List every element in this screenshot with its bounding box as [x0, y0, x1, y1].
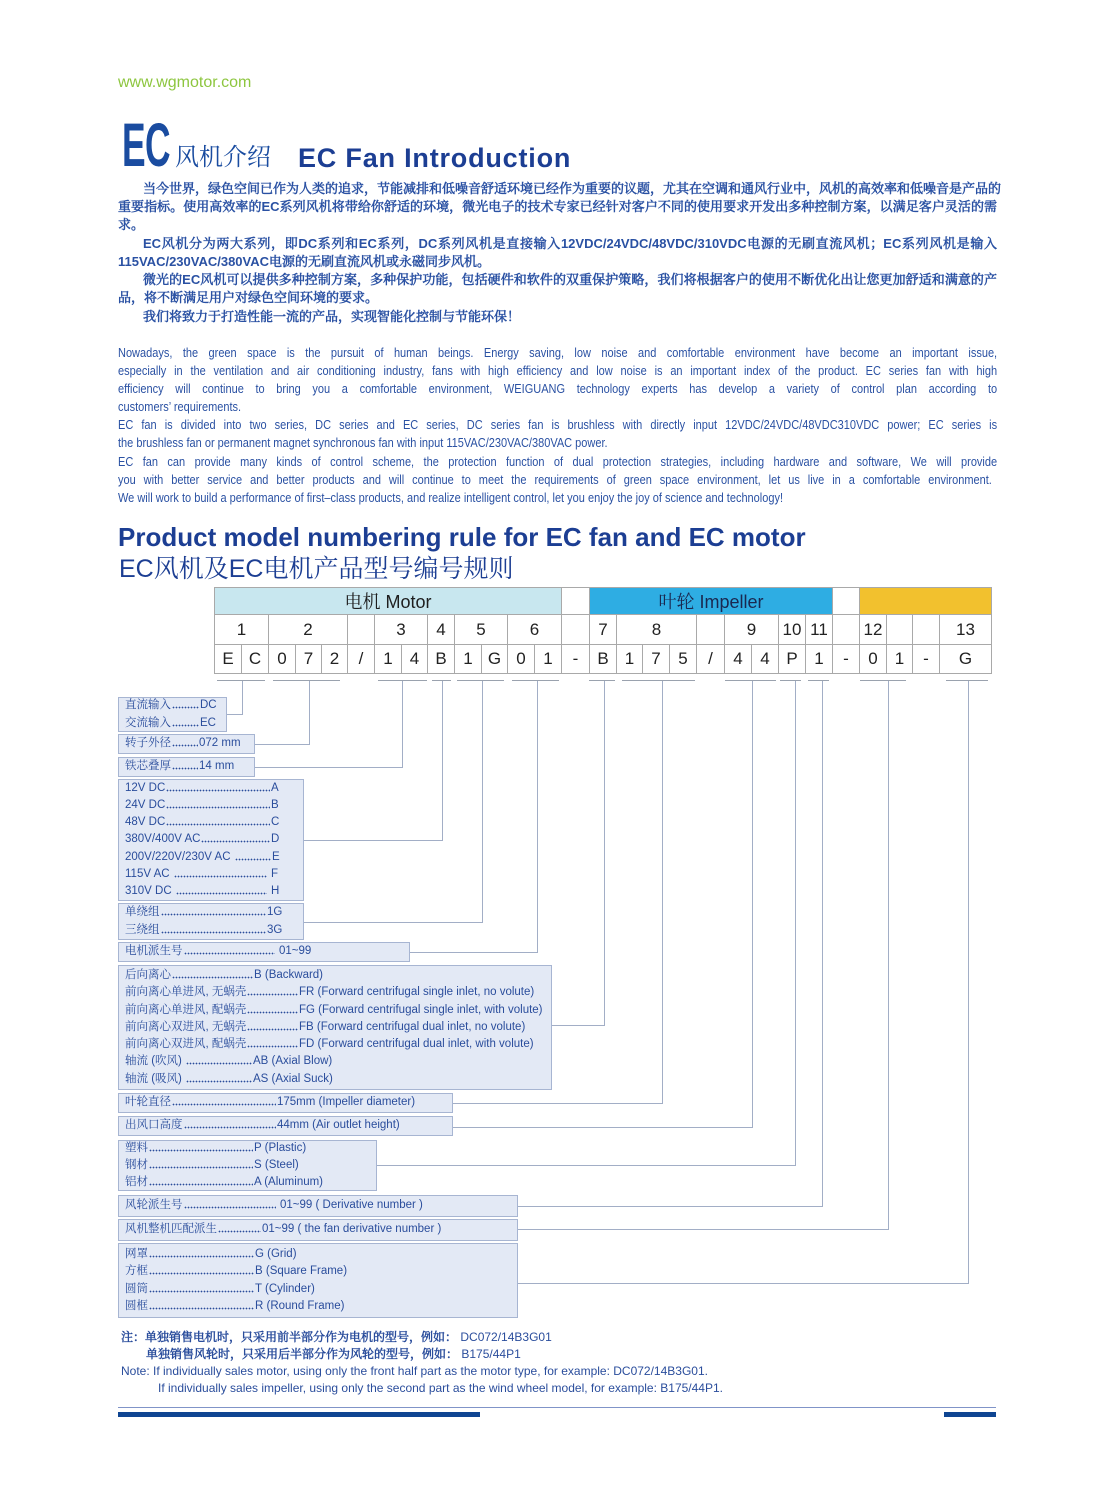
dot-leader	[161, 922, 267, 939]
position-number: 7	[590, 615, 617, 645]
legend-label: 钢材	[125, 1158, 148, 1171]
intro-en-line: customers’ requirements.	[118, 400, 242, 414]
legend-line	[125, 1197, 511, 1214]
code-char: 1	[375, 645, 402, 674]
dot-leader	[176, 883, 267, 900]
legend-material	[118, 1140, 377, 1191]
model-code-table	[214, 587, 992, 674]
intro-en-line: the brushless fan or permanent magnet synchronous fan with input 115VAC/230VAC/380VAC power.	[118, 436, 608, 450]
legend-label: 方框	[125, 1265, 148, 1278]
dot-leader	[184, 943, 276, 960]
legend-value: DC	[200, 699, 217, 712]
website-url: www.wgmotor.com	[118, 74, 252, 91]
dot-leader	[186, 1071, 252, 1088]
legend-value: 1G	[267, 906, 283, 919]
legend-impeller-diameter	[118, 1093, 453, 1113]
dot-leader	[149, 1281, 254, 1298]
fan-header	[860, 588, 992, 615]
dot-leader	[172, 758, 198, 775]
legend-line	[125, 1071, 545, 1088]
dot-leader	[149, 1140, 253, 1157]
legend-label: 出风口高度	[125, 1119, 183, 1132]
legend-label: 前向离心双进风, 配蜗壳	[125, 1038, 247, 1051]
dot-leader	[172, 735, 198, 752]
legend-winding	[118, 903, 304, 940]
dot-leader	[172, 1094, 276, 1111]
intro-en-line: EC fan can provide many kinds of control scheme, the protection function of dual protection strategies, including hardware and software, We will provide	[118, 455, 998, 469]
dot-leader	[184, 1197, 277, 1214]
intro-en-line: you with better service and better products and will continue to meet the requirements of green space environment, let us live in a comfortable environment.	[118, 473, 992, 487]
legend-label: 圆筒	[125, 1282, 148, 1295]
legend-label: 铁芯叠厚	[125, 760, 171, 773]
position-number: 13	[940, 615, 992, 645]
dot-leader	[172, 715, 199, 732]
intro-zh-line: 求。	[118, 217, 145, 232]
code-char: 7	[643, 645, 670, 674]
code-char: G	[482, 645, 508, 674]
legend-label: 前向离心单进风, 无蜗壳	[125, 986, 247, 999]
legend-label: 单绕组	[125, 906, 160, 919]
intro-zh-line: 重要指标。使用高效率的EC系列风机将带给你舒适的环境，微光电子的技术专家已经针对客户不同的使用要求开发出多种控制方案，以满足客户灵活的需	[118, 199, 997, 214]
legend-label: 48V DC	[125, 816, 166, 829]
legend-value: B	[271, 799, 279, 811]
legend-line	[125, 1174, 370, 1191]
code-char: C	[242, 645, 269, 674]
legend-label: 三绕组	[125, 923, 160, 936]
legend-label: 前向离心单进风, 配蜗壳	[125, 1003, 247, 1016]
intro-en-line: especially in the ventilation and air conditioning industry, fans with high efficiency and low noise is an important index of the product. EC series fan with high	[118, 364, 998, 378]
legend-line	[125, 1002, 545, 1019]
note-example: DC072/14B3G01	[460, 1330, 552, 1344]
dot-leader	[201, 831, 270, 848]
code-char: P	[779, 645, 806, 674]
blank-cell	[697, 615, 725, 645]
blank-cell	[833, 588, 860, 615]
legend-line	[125, 1157, 370, 1174]
legend-value: A	[271, 781, 279, 794]
note-text: 注：单独销售电机时，只采用前半部分作为电机的型号，例如：	[121, 1330, 458, 1344]
legend-line	[125, 780, 297, 797]
legend-line	[125, 1221, 511, 1238]
dot-leader	[247, 1036, 298, 1053]
dot-leader	[149, 1174, 253, 1191]
legend-line	[125, 1140, 370, 1157]
intro-zh-line: EC风机分为两大系列，即DC系列和EC系列，DC系列风机是直接输入12VDC/24VDC/48VDC/310VDC电源的无刷直流风机；EC系列风机是输入	[143, 236, 997, 251]
note-zh-impeller	[146, 1346, 521, 1363]
code-char: /	[697, 645, 725, 674]
dot-leader	[149, 1263, 254, 1280]
legend-value: P (Plastic)	[254, 1141, 307, 1154]
code-char: 7	[296, 645, 322, 674]
legend-rotor-diameter	[118, 734, 255, 754]
legend-label: 电机派生号	[125, 945, 183, 958]
legend-label: 115V AC	[125, 867, 170, 880]
code-char: /	[348, 645, 375, 674]
legend-value: FG (Forward centrifugal single inlet, with volute)	[299, 1003, 543, 1016]
legend-value: E	[272, 850, 280, 863]
legend-voltage	[118, 779, 304, 901]
legend-line	[125, 1246, 511, 1263]
legend-guard-type	[118, 1243, 518, 1318]
code-char: 1	[806, 645, 833, 674]
position-number: 3	[375, 615, 428, 645]
legend-line	[125, 904, 297, 921]
position-number: 8	[617, 615, 697, 645]
code-char: 2	[322, 645, 348, 674]
dot-leader	[149, 1246, 254, 1263]
legend-line	[125, 1019, 545, 1036]
code-char: 1	[887, 645, 913, 674]
blank-cell	[348, 615, 375, 645]
position-number: 5	[455, 615, 508, 645]
dot-leader	[166, 814, 270, 831]
dot-leader	[166, 797, 270, 814]
legend-label: 12V DC	[125, 781, 166, 794]
position-number: 11	[806, 615, 833, 645]
note-en-impeller: If individually sales impeller, using only the second part as the wind wheel model, for example: B175/44P1.	[158, 1381, 723, 1395]
legend-label: 铝材	[125, 1176, 148, 1189]
code-char: -	[913, 645, 940, 674]
legend-line	[125, 715, 220, 732]
legend-label: 交流输入	[125, 716, 171, 729]
legend-line	[125, 797, 297, 814]
legend-value: 01~99 ( the fan derivative number )	[262, 1223, 442, 1236]
legend-value: 01~99 ( Derivative number )	[280, 1199, 423, 1212]
dot-leader	[166, 780, 270, 797]
intro-en-line: We will work to build a performance of first–class products, and realize intelligent control, let you enjoy the joy of science and technology!	[118, 491, 784, 505]
dot-leader	[184, 1117, 277, 1134]
dot-leader	[247, 1002, 298, 1019]
legend-line	[125, 1053, 545, 1070]
legend-value: AS (Axial Suck)	[253, 1072, 333, 1085]
legend-line	[125, 984, 545, 1001]
blank-cell	[887, 615, 913, 645]
legend-fan-derivative	[118, 1219, 518, 1241]
legend-outlet-height	[118, 1116, 453, 1136]
legend-value: EC	[200, 716, 216, 729]
note-zh-motor	[121, 1329, 552, 1346]
legend-line	[125, 922, 297, 939]
intro-zh-line: 当今世界，绿色空间已作为人类的追求，节能减排和低噪音舒适环境已经作为重要的议题，尤其在空调和通风行业中，风机的高效率和低噪音是产品的	[143, 181, 1002, 196]
legend-value: S (Steel)	[254, 1158, 299, 1171]
dot-leader	[149, 1298, 254, 1315]
legend-label: 转子外径	[125, 737, 171, 750]
code-char: B	[428, 645, 455, 674]
code-char: 0	[508, 645, 535, 674]
legend-label: 塑料	[125, 1141, 148, 1154]
code-char: 4	[402, 645, 428, 674]
legend-label: 200V/220V/230V AC	[125, 850, 231, 863]
position-number: 6	[508, 615, 562, 645]
legend-value: 175mm (Impeller diameter)	[277, 1096, 416, 1109]
legend-value: 01~99	[279, 945, 312, 958]
code-char: B	[590, 645, 617, 674]
code-char: G	[940, 645, 992, 674]
section-title-en: Product model numbering rule for EC fan and EC motor	[118, 522, 806, 552]
code-char: 0	[269, 645, 296, 674]
page-title-zh: 风机介绍	[175, 144, 271, 171]
legend-value: C	[271, 816, 280, 829]
position-number: 10	[779, 615, 806, 645]
legend-label: 380V/400V AC	[125, 833, 201, 846]
legend-line	[125, 1094, 446, 1111]
dot-leader	[186, 1053, 252, 1070]
legend-value: 44mm (Air outlet height)	[277, 1119, 400, 1132]
code-char: 5	[670, 645, 697, 674]
legend-line	[125, 697, 220, 714]
legend-line	[125, 1117, 446, 1134]
blank-cell	[833, 615, 860, 645]
legend-label: 叶轮直径	[125, 1096, 171, 1109]
footer-bar-right	[944, 1412, 996, 1417]
legend-value: F	[271, 867, 279, 880]
motor-header: 电机 Motor	[215, 588, 562, 615]
legend-line	[125, 1298, 511, 1315]
legend-impeller-type	[118, 965, 552, 1090]
legend-value: FB (Forward centrifugal dual inlet, no volute)	[299, 1020, 526, 1033]
page-title-en: EC Fan Introduction	[298, 143, 572, 173]
legend-line	[125, 866, 297, 883]
legend-line	[125, 735, 248, 752]
intro-en-line: efficiency will continue to bring you a comfortable environment, WEIGUANG technology experts has develop a variety of control plan according to	[118, 382, 998, 396]
intro-en-line: EC fan is divided into two series, DC series and EC series, DC series fan is brushless with directly input 12VDC/24VDC/48VDC310VDC power; EC series is	[118, 418, 998, 432]
position-number: 12	[860, 615, 887, 645]
code-char: 0	[860, 645, 887, 674]
legend-line	[125, 967, 545, 984]
legend-value: H	[271, 885, 280, 898]
legend-value: B (Backward)	[254, 969, 324, 982]
intro-zh-line: 品，将不断满足用户对绿色空间环境的要求。	[118, 290, 379, 305]
dot-leader	[247, 1019, 298, 1036]
legend-value: 072 mm	[199, 737, 241, 750]
legend-line	[125, 758, 248, 775]
footer-bar-left	[118, 1412, 480, 1417]
legend-label: 24V DC	[125, 799, 166, 811]
legend-label: 轴流 (吹风)	[125, 1055, 182, 1068]
dot-leader	[172, 967, 253, 984]
footer-rule	[118, 1407, 996, 1408]
ec-logo: EC	[122, 111, 170, 179]
legend-core-thickness	[118, 757, 255, 777]
legend-value: G (Grid)	[255, 1248, 297, 1261]
legend-label: 网罩	[125, 1248, 148, 1261]
code-char: 1	[535, 645, 562, 674]
legend-value: FR (Forward centrifugal single inlet, no volute)	[299, 986, 535, 999]
code-char: -	[833, 645, 860, 674]
legend-line	[125, 814, 297, 831]
code-char: 1	[617, 645, 643, 674]
code-char: E	[215, 645, 242, 674]
dot-leader	[174, 866, 267, 883]
legend-label: 直流输入	[125, 699, 171, 712]
legend-value: 14 mm	[199, 760, 235, 773]
dot-leader	[149, 1157, 253, 1174]
legend-label: 轴流 (吸风)	[125, 1072, 182, 1085]
section-title-zh: EC风机及EC电机产品型号编号规则	[119, 555, 514, 583]
code-char: -	[562, 645, 590, 674]
legend-value: D	[271, 833, 280, 846]
legend-label: 310V DC	[125, 885, 172, 898]
legend-line	[125, 943, 403, 960]
intro-zh-line: 微光的EC风机可以提供多种控制方案，多种保护功能，包括硬件和软件的双重保护策略，我们将根据客户的使用不断优化出让您更加舒适和满意的产	[143, 272, 997, 287]
dot-leader	[172, 697, 199, 714]
code-char: 4	[725, 645, 752, 674]
intro-zh-line: 我们将致力于打造性能一流的产品，实现智能化控制与节能环保！	[143, 309, 521, 324]
legend-label: 后向离心	[125, 969, 171, 982]
dot-leader	[161, 904, 267, 921]
legend-label: 圆框	[125, 1299, 148, 1312]
blank-cell	[913, 615, 940, 645]
legend-value: R (Round Frame)	[255, 1299, 345, 1312]
code-char: 4	[752, 645, 779, 674]
legend-value: AB (Axial Blow)	[253, 1055, 333, 1068]
legend-line	[125, 831, 297, 848]
note-en-motor: Note: If individually sales motor, using only the front half part as the motor type, for example: DC072/14B3G01.	[121, 1364, 708, 1378]
legend-wheel-derivative	[118, 1195, 518, 1217]
intro-zh-line: 115VAC/230VAC/380VAC电源的无刷直流风机或永磁同步风机。	[118, 254, 491, 269]
legend-value: 3G	[267, 923, 283, 936]
legend-input-type	[118, 697, 227, 732]
blank-cell	[562, 615, 590, 645]
note-text: 单独销售风轮时，只采用后半部分作为风轮的型号，例如：	[146, 1347, 459, 1361]
intro-en-line: Nowadays, the green space is the pursuit of human beings. Energy saving, low noise and comfortable environment have become an important issue,	[118, 346, 998, 360]
legend-label: 前向离心双进风, 无蜗壳	[125, 1020, 247, 1033]
position-number: 2	[269, 615, 348, 645]
legend-motor-derivative	[118, 942, 410, 962]
position-number: 9	[725, 615, 779, 645]
legend-value: T (Cylinder)	[255, 1282, 315, 1295]
note-example: B175/44P1	[461, 1347, 521, 1361]
legend-line	[125, 883, 297, 900]
legend-line	[125, 1281, 511, 1298]
position-number: 1	[215, 615, 269, 645]
dot-leader	[247, 984, 298, 1001]
blank-cell	[562, 588, 590, 615]
position-number: 4	[428, 615, 455, 645]
legend-label: 风机整机匹配派生	[125, 1223, 217, 1236]
legend-value: A (Aluminum)	[254, 1176, 324, 1189]
legend-line	[125, 1036, 545, 1053]
legend-value: FD (Forward centrifugal dual inlet, with volute)	[299, 1038, 534, 1051]
legend-line	[125, 1263, 511, 1280]
code-char: 1	[455, 645, 482, 674]
dot-leader	[235, 849, 272, 866]
legend-value: B (Square Frame)	[255, 1265, 348, 1278]
legend-line	[125, 849, 297, 866]
impeller-header: 叶轮 Impeller	[590, 588, 833, 615]
dot-leader	[218, 1221, 261, 1238]
legend-label: 风轮派生号	[125, 1199, 183, 1212]
